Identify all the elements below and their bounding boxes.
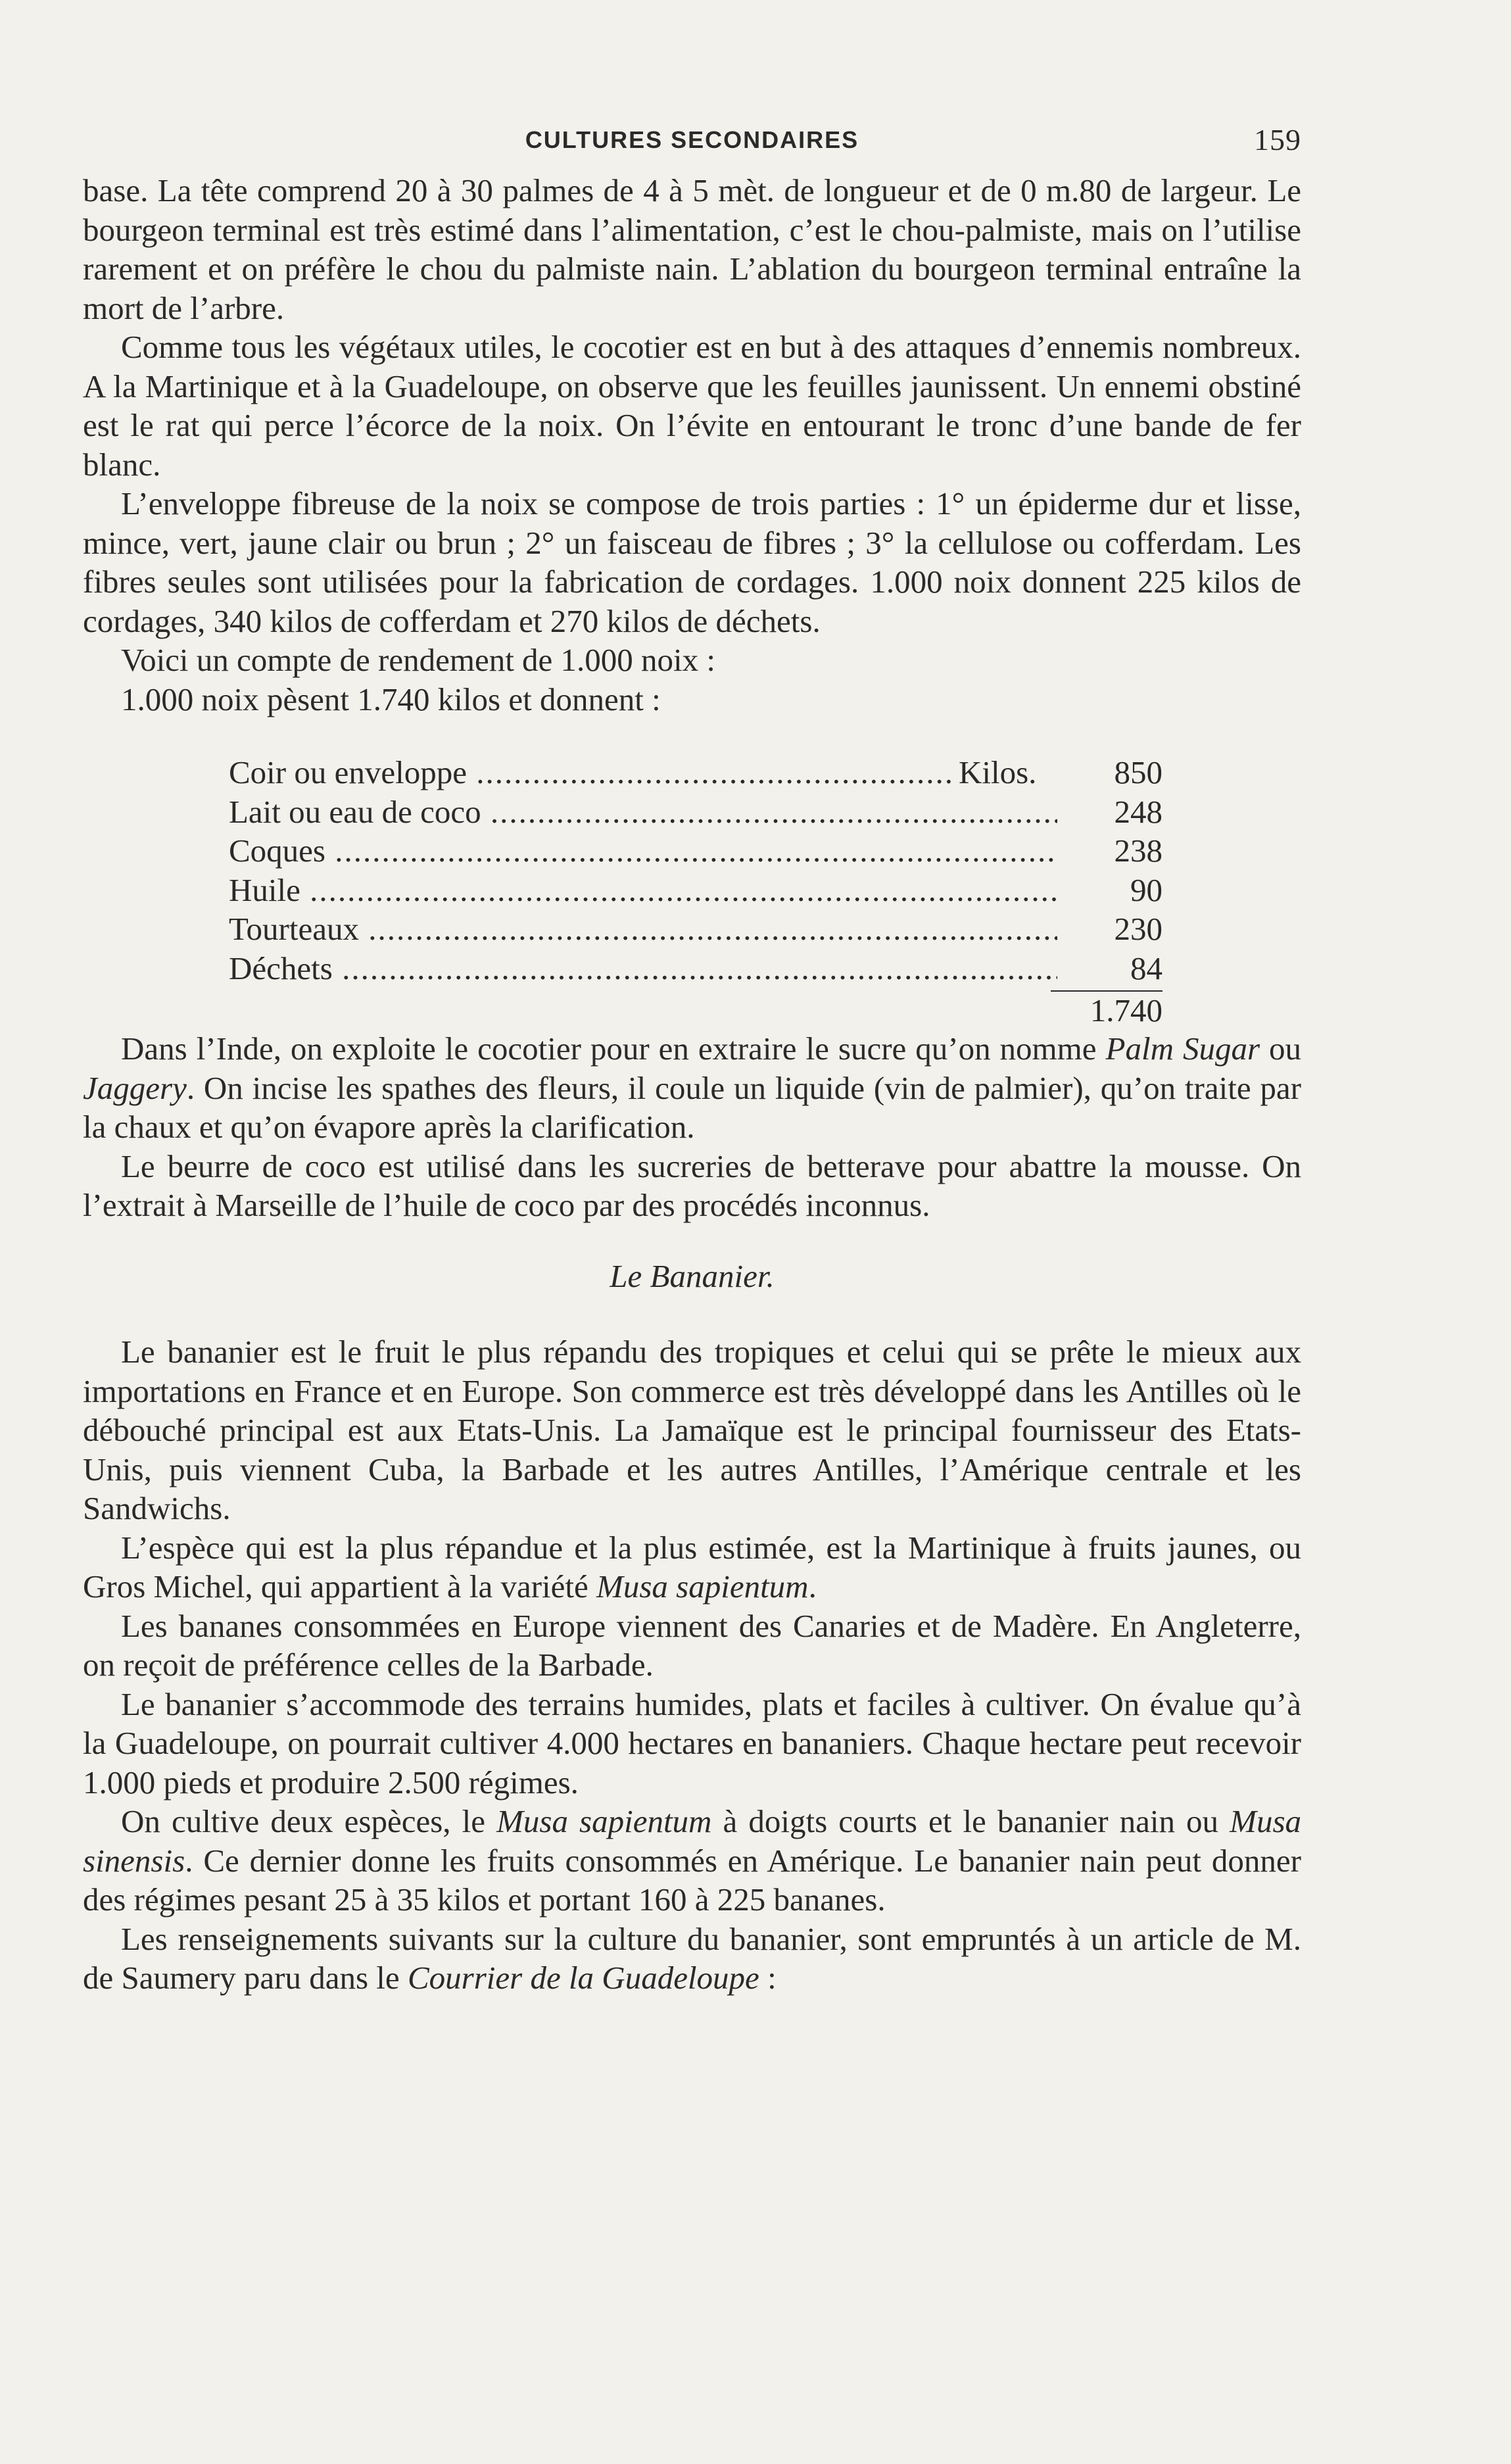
italic-term: Musa sapientum	[496, 1803, 712, 1839]
text-run: . Ce dernier donne les fruits consommés en Amérique. Le bananier nain peut donner des régimes pesant 25 à 35 kilos et portant 160 à 225 bananes.	[83, 1842, 1301, 1918]
paragraph: Comme tous les végétaux utiles, le cocotier est en but à des attaques d’ennemis nombreux. A la Martinique et à la Guadeloupe, on observe que les feuilles jaunissent. Un ennemi obstiné est le rat qui perce l’écorce de la noix. On l’évite en entourant le tronc d’une bande de fer blanc.	[83, 329, 1301, 483]
paragraph	[83, 1528, 1301, 1606]
row-label: Coir ou enveloppe .....	[229, 753, 951, 792]
italic-term: Jaggery	[83, 1069, 187, 1106]
paragraph	[83, 1029, 1301, 1147]
text-run: Les renseignements suivants sur la culture du bananier, sont empruntés à un article de M. de Saumery paru dans le	[83, 1920, 1301, 1996]
italic-term: Musa sapientum	[596, 1568, 809, 1605]
table-total-row	[229, 988, 1163, 1029]
row-label: Déchets .....	[229, 949, 1057, 988]
text-run: L’espèce qui est la plus répandue et la plus estimée, est la Martinique à fruits jaunes, ou Gros Michel, qui appartient à la variété	[83, 1529, 1301, 1605]
page	[83, 117, 1301, 1998]
table-row	[229, 909, 1163, 949]
italic-term: Musa sinensis	[83, 1803, 1302, 1879]
paragraph	[83, 1920, 1301, 1998]
table-row	[229, 949, 1163, 988]
text-run: ou	[1260, 1030, 1302, 1067]
italic-term: Courrier de la Guadeloupe	[407, 1960, 759, 1996]
paragraph: base. La tête comprend 20 à 30 palmes de 4 à 5 mèt. de longueur et de 0 m.80 de largeur. Le bourgeon terminal est très estimé dans l’alimentation, c’est le chou-palmiste, mais on l’utilise rarement et on préfère le chou du palmiste nain. L’ablation du bourgeon terminal entraîne la mort de l’arbre.	[83, 172, 1301, 326]
page-number: 159	[1254, 123, 1301, 157]
paragraph	[83, 1802, 1301, 1920]
paragraph: Les bananes consommées en Europe viennent des Canaries et de Madère. En Angleterre, on reçoit de préférence celles de la Barbade.	[83, 1607, 1301, 1683]
row-value: 84	[1130, 950, 1163, 986]
paragraph: L’enveloppe fibreuse de la noix se compose de trois parties : 1° un épiderme dur et lisse, mince, vert, jaune clair ou brun ; 2° un faisceau de fibres ; 3° la cellulose ou cofferdam. Les fibres seules sont utilisées pour la fabrication de cordages. 1.000 noix donnent 225 kilos de cordages, 340 kilos de cofferdam et 270 kilos de déchets.	[83, 485, 1301, 639]
row-label: Huile .....	[229, 871, 1057, 910]
text-run: Dans l’Inde, on exploite le cocotier pour en extraire le sucre qu’on nomme	[121, 1030, 1106, 1067]
row-value: 248	[1114, 793, 1163, 830]
row-value: 850	[1114, 754, 1163, 790]
italic-term: Palm Sugar	[1105, 1030, 1260, 1067]
table-total: 1.740	[1051, 990, 1163, 1029]
text-run: .	[808, 1568, 817, 1605]
row-label: Coques .....	[229, 831, 1057, 871]
table-row	[229, 871, 1163, 910]
paragraph: Le bananier s’accommode des terrains humides, plats et faciles à cultiver. On évalue qu’à la Guadeloupe, on pourrait cultiver 4.000 hectares en bananiers. Chaque hectare peut recevoir 1.000 pieds et produire 2.500 régimes.	[83, 1685, 1301, 1800]
paragraph: 1.000 noix pèsent 1.740 kilos et donnent :	[121, 681, 661, 717]
text-run: . On incise les spathes des fleurs, il coule un liquide (vin de palmier), qu’on traite par la chaux et qu’on évapore après la clarification.	[83, 1069, 1301, 1145]
table-row	[229, 831, 1163, 871]
running-title: CULTURES SECONDAIRES	[525, 126, 859, 153]
row-value: 238	[1114, 833, 1163, 869]
row-label: Tourteaux .....	[229, 909, 1057, 949]
paragraph: Le bananier est le fruit le plus répandu des tropiques et celui qui se prête le mieux aux importations en France et en Europe. Son commerce est très développé dans les Antilles où le débouché principal est aux Etats-Unis. La Jamaïque est le principal fournisseur des Etats-Unis, puis viennent Cuba, la Barbade et les autres Antilles, l’Amérique centrale et les Sandwichs.	[83, 1334, 1301, 1526]
section-title: Le Bananier.	[610, 1257, 775, 1294]
table-row	[229, 753, 1163, 792]
row-value: 230	[1114, 911, 1163, 947]
running-header	[83, 117, 1301, 171]
paragraph: Le beurre de coco est utilisé dans les sucreries de betterave pour abattre la mousse. On l’extrait à Marseille de l’huile de coco par des procédés inconnus.	[83, 1147, 1301, 1223]
text-run: :	[759, 1960, 777, 1996]
unit-label: Kilos.	[959, 754, 1037, 790]
row-value: 90	[1130, 871, 1163, 908]
paragraph: Voici un compte de rendement de 1.000 noix :	[121, 642, 716, 678]
row-label: Lait ou eau de coco .....	[229, 792, 1057, 832]
yield-table	[229, 753, 1163, 1029]
text-run: à doigts courts et le bananier nain ou	[711, 1803, 1230, 1839]
table-row	[229, 792, 1163, 832]
text-run: On cultive deux espèces, le	[121, 1803, 497, 1839]
